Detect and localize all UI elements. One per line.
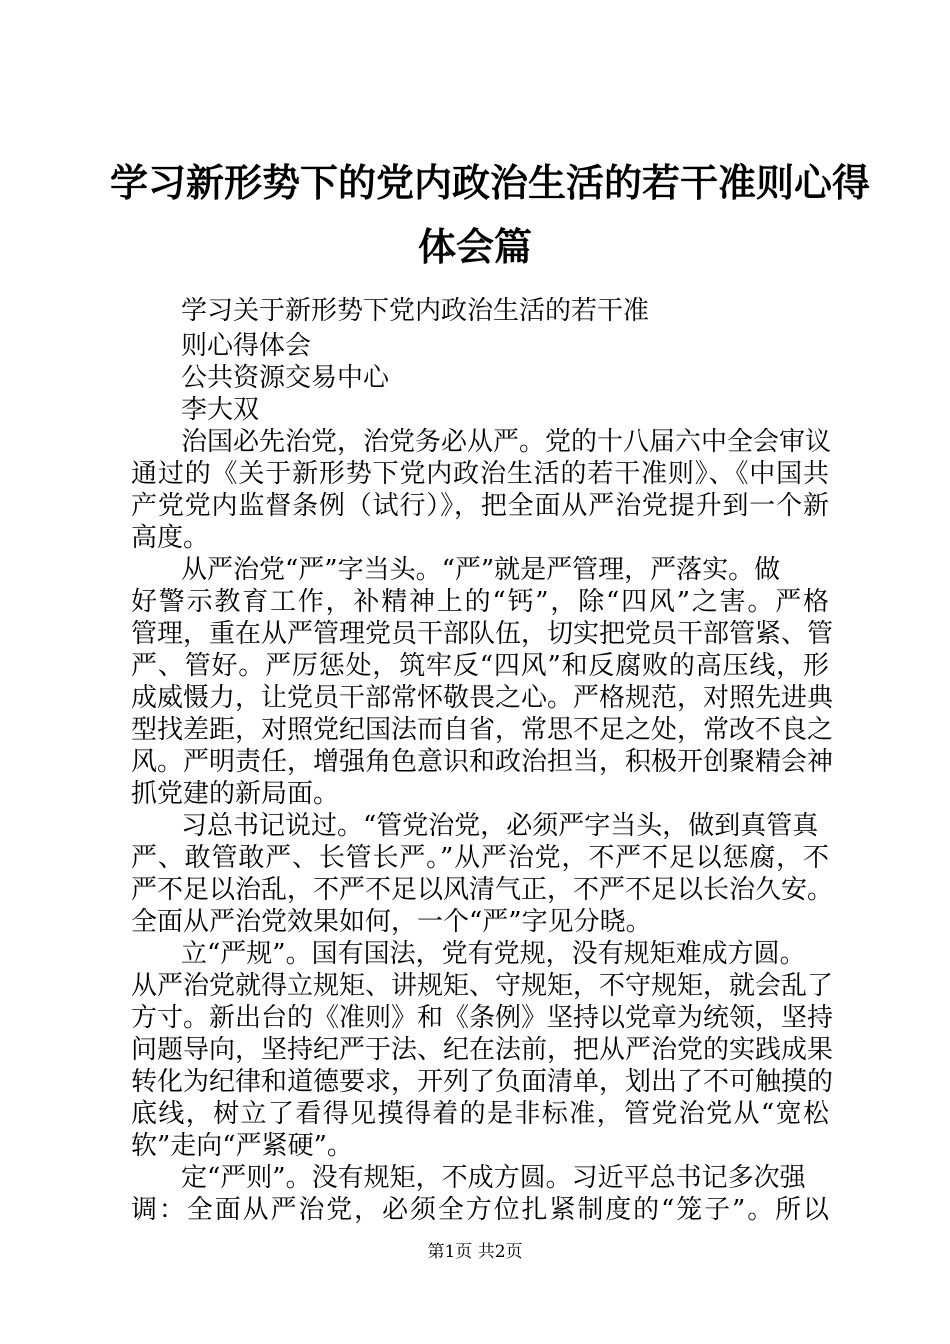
paragraph-line: 从严治党“严”字当头。“严”就是严管理，严落实。做: [181, 555, 781, 585]
paragraph-line: 转化为纪律和道德要求，开列了负面清单，划出了不可触摸的: [131, 1067, 834, 1097]
paragraph-line: 好警示教育工作，补精神上的“钙”，除“四风”之害。严格: [131, 587, 829, 617]
paragraph-line: 型找差距，对照党纪国法而自省，常思不足之处，常改不良之: [131, 715, 834, 745]
paragraph-line: 严不足以治乱，不严不足以风清气正，不严不足以长治久安。: [131, 875, 834, 905]
paragraph-line: 严、敢管敢严、长管长严。”从严治党，不严不足以惩腐，不: [131, 843, 829, 873]
paragraph-line: 成威慑力，让党员干部常怀敬畏之心。严格规范，对照先进典: [131, 683, 834, 713]
paragraph-line: 产党党内监督条例（试行）》，把全面从严治党提升到一个新: [131, 491, 829, 521]
organization-name: 公共资源交易中心: [181, 363, 390, 393]
paragraph-line: 从严治党就得立规矩、讲规矩、守规矩，不守规矩，就会乱了: [131, 971, 834, 1001]
paragraph-line: 方寸。新出台的《准则》和《条例》坚持以党章为统领，坚持: [131, 1003, 834, 1033]
paragraph-line: 通过的《关于新形势下党内政治生活的若干准则》、《中国共: [131, 459, 829, 489]
author-name: 李大双: [181, 395, 260, 425]
paragraph-line: 习总书记说过。“管党治党，必须严字当头，做到真管真: [181, 811, 819, 841]
paragraph-line: 全面从严治党效果如何，一个“严”字见分晓。: [131, 907, 652, 937]
paragraph-line: 管理，重在从严管理党员干部队伍，切实把党员干部管紧、管: [131, 619, 834, 649]
paragraph-line: 高度。: [131, 523, 210, 553]
paragraph-line: 抓党建的新局面。: [131, 779, 340, 809]
paragraph-line: 软”走向“严紧硬”。: [131, 1131, 353, 1161]
paragraph-line: 风。严明责任，增强角色意识和政治担当，积极开创聚精会神: [131, 747, 834, 777]
subtitle-line-2: 则心得体会: [181, 331, 312, 361]
paragraph-line: 调：全面从严治党，必须全方位扎紧制度的“笼子”。所以: [131, 1195, 829, 1225]
paragraph-line: 治国必先治党，治党务必从严。党的十八届六中全会审议: [181, 427, 832, 457]
paragraph-line: 定“严则”。没有规矩，不成方圆。习近平总书记多次强: [181, 1163, 806, 1193]
subtitle-line-1: 学习关于新形势下党内政治生活的若干准: [181, 296, 650, 326]
page-footer: 第1页 共2页: [427, 1242, 523, 1262]
document-title-line-2: 体会篇: [417, 225, 532, 269]
paragraph-line: 严、管好。严厉惩处，筑牢反“四风”和反腐败的高压线，形: [131, 651, 829, 681]
paragraph-line: 问题导向，坚持纪严于法、纪在法前，把从严治党的实践成果: [131, 1035, 834, 1065]
document-title-line-1: 学习新形势下的党内政治生活的若干准则心得: [110, 161, 871, 205]
paragraph-line: 立“严规”。国有国法，党有党规，没有规矩难成方圆。: [181, 939, 806, 969]
paragraph-line: 底线，树立了看得见摸得着的是非标准，管党治党从“宽松: [131, 1099, 829, 1129]
